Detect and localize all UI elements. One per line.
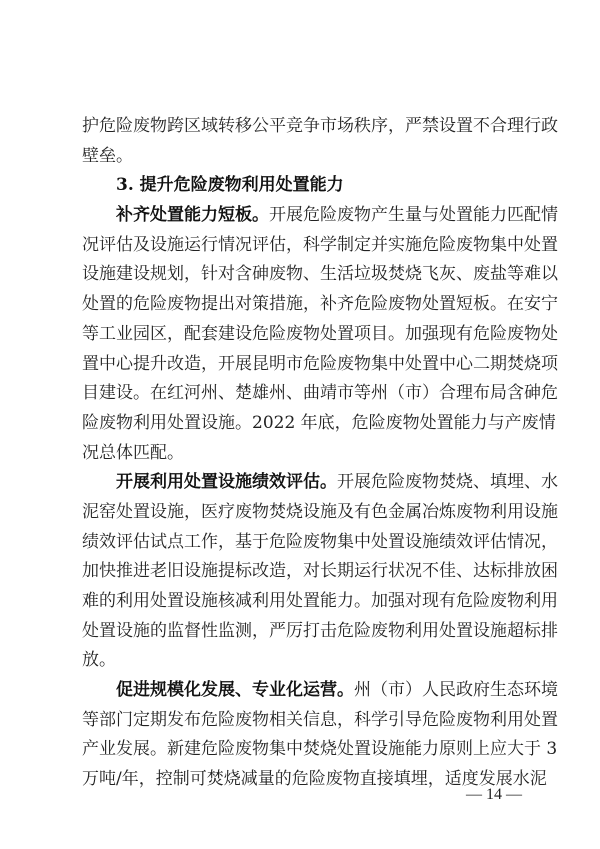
line-text: 壁垒。: [82, 145, 133, 166]
bold-lead: 补齐处置能力短板。: [116, 205, 269, 226]
text-line: [82, 735, 558, 765]
text-line: [82, 231, 558, 261]
line-text: 开展危险废物焚烧、填埋、水: [337, 472, 558, 493]
line-text: 目建设。在红河州、楚雄州、曲靖市等州（市）合理布局含砷危: [82, 383, 558, 404]
text-line: [82, 379, 558, 409]
line-text: 州（市）人民政府生态环境: [354, 680, 558, 701]
line-text: 开展危险废物产生量与处置能力匹配情: [269, 205, 558, 226]
text-line: [82, 201, 558, 231]
line-text: 万吨/年，控制可焚烧减量的危险废物直接填埋，适度发展水泥: [82, 769, 547, 790]
section-heading: [82, 171, 526, 201]
text-line: [82, 557, 558, 587]
text-line: [82, 142, 526, 172]
line-text: 放。: [82, 650, 116, 671]
text-line: [82, 350, 558, 380]
line-text: 险废物利用处置设施。2022 年底，危险废物处置能力与产废情: [82, 412, 556, 433]
text-line: [82, 409, 556, 439]
bold-lead: 促进规模化发展、专业化运营。: [116, 680, 354, 701]
text-line: [82, 587, 558, 617]
line-text: 设施建设规划，针对含砷废物、生活垃圾焚烧飞灰、废盐等难以: [82, 264, 558, 285]
bold-lead: 开展利用处置设施绩效评估。: [116, 472, 337, 493]
bold-lead: 3. 提升危险废物利用处置能力: [116, 175, 344, 196]
line-text: 况评估及设施运行情况评估，科学制定并实施危险废物集中处置: [82, 234, 558, 255]
text-line: [82, 676, 558, 706]
text-line: [82, 498, 558, 528]
line-text: 产业发展。新建危险废物集中焚烧处置设施能力原则上应大于 3: [82, 739, 558, 760]
text-line: [82, 528, 558, 558]
line-text: 处置的危险废物提出对策措施，补齐危险废物处置短板。在安宁: [82, 294, 558, 315]
text-line: [82, 646, 526, 676]
line-text: 等工业园区，配套建设危险废物处置项目。加强现有危险废物处: [82, 323, 558, 344]
document-body: [82, 112, 558, 795]
line-text: 泥窑处置设施，医疗废物焚烧设施及有色金属冶炼废物利用设施: [82, 501, 558, 522]
text-line: [82, 112, 558, 142]
line-text: 置中心提升改造，开展昆明市危险废物集中处置中心二期焚烧项: [82, 353, 558, 374]
line-text: 护危险废物跨区域转移公平竞争市场秩序，严禁设置不合理行政: [82, 116, 558, 136]
text-line: [82, 290, 558, 320]
text-line: [82, 765, 547, 795]
text-line: [82, 260, 558, 290]
text-line: [82, 468, 558, 498]
text-line: [82, 706, 558, 736]
text-line: [82, 320, 558, 350]
line-text: 难的利用处置设施核减利用处置能力。加强对现有危险废物利用: [82, 591, 558, 611]
text-line: [82, 439, 526, 469]
line-text: 绩效评估试点工作，基于危险废物集中处置设施绩效评估情况，: [82, 531, 558, 552]
line-text: 等部门定期发布危险废物相关信息，科学引导危险废物利用处置: [82, 709, 558, 730]
page-number: — 14 —: [466, 786, 522, 803]
line-text: 处置设施的监督性监测，严厉打击危险废物利用处置设施超标排: [82, 620, 558, 641]
text-line: [82, 617, 558, 647]
line-text: 加快推进老旧设施提标改造，对长期运行状况不佳、达标排放困: [82, 561, 558, 582]
line-text: 况总体匹配。: [82, 442, 184, 463]
